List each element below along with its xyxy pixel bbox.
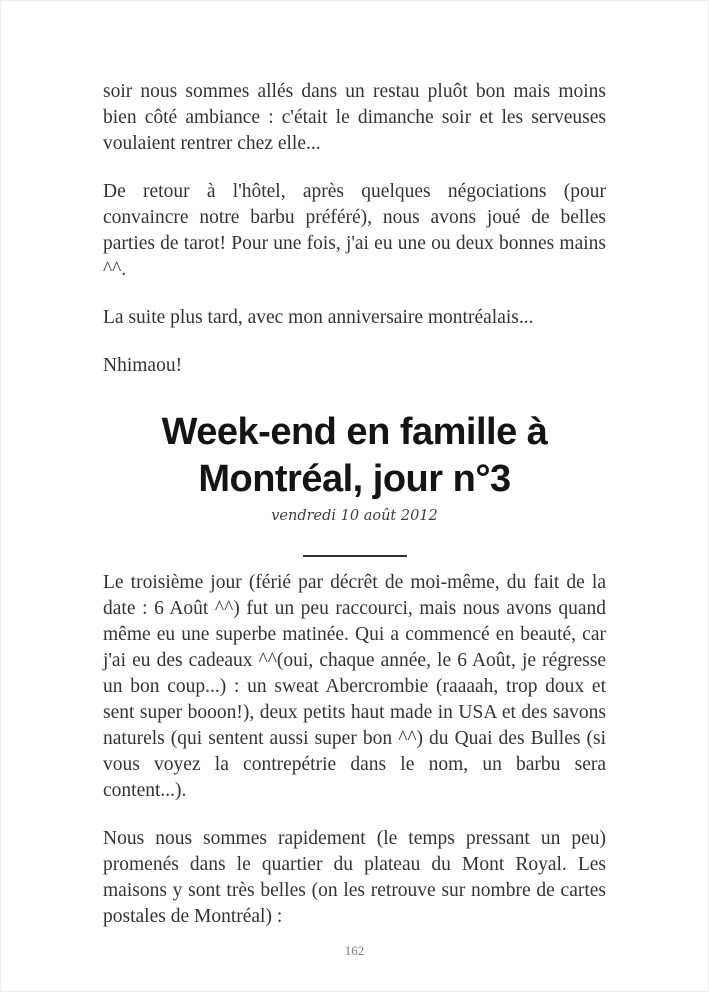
page-number: 162 <box>344 943 365 958</box>
paragraph-continued-3: La suite plus tard, avec mon anniversaire montréalais... <box>103 307 534 328</box>
article-title-line-1: Week-end en famille à <box>161 411 548 453</box>
article-date: vendredi 10 août 2012 <box>271 508 438 524</box>
paragraph-article-2: Nous nous sommes rapidement (le temps pressant un peu) promenés dans le quartier du plateau du Mont Royal. Les maisons y sont très belles (on les retrouve sur nombre de cartes postales de Montréal) : <box>103 828 606 927</box>
paragraph-continued-1: soir nous sommes allés dans un restau pluôt bon mais moins bien côté ambiance : c'était le dimanche soir et les serveuses voulaient rentrer chez elle... <box>103 81 606 154</box>
paragraph-article-1: Le troisième jour (férié par décrêt de moi-même, du fait de la date : 6 Août ^^) fut un peu raccourci, mais nous avons quand même eu une superbe matinée. Qui a commencé en beauté, car j'ai eu des cadeaux ^^(oui, chaque année, le 6 Août, je régresse un bon coup...) : un sweat Abercrombie (raaaah, trop doux et sent super booon!), deux petits haut made in USA et des savons naturels (qui sentent aussi super bon ^^) du Quai des Bulles (si vous voyez la contrepétrie dans le nom, un barbu sera content...). <box>103 572 606 801</box>
section-divider <box>303 555 407 557</box>
article-title-line-2: Montréal, jour n°3 <box>198 458 511 500</box>
page-content <box>103 1 606 930</box>
paragraph-continued-4: Nhimaou! <box>103 355 183 376</box>
paragraph-continued-2: De retour à l'hôtel, après quelques négociations (pour convaincre notre barbu préféré), nous avons joué de belles parties de tarot! Pour une fois, j'ai eu une ou deux bonnes mains ^^. <box>103 181 606 280</box>
article-title <box>103 409 606 503</box>
